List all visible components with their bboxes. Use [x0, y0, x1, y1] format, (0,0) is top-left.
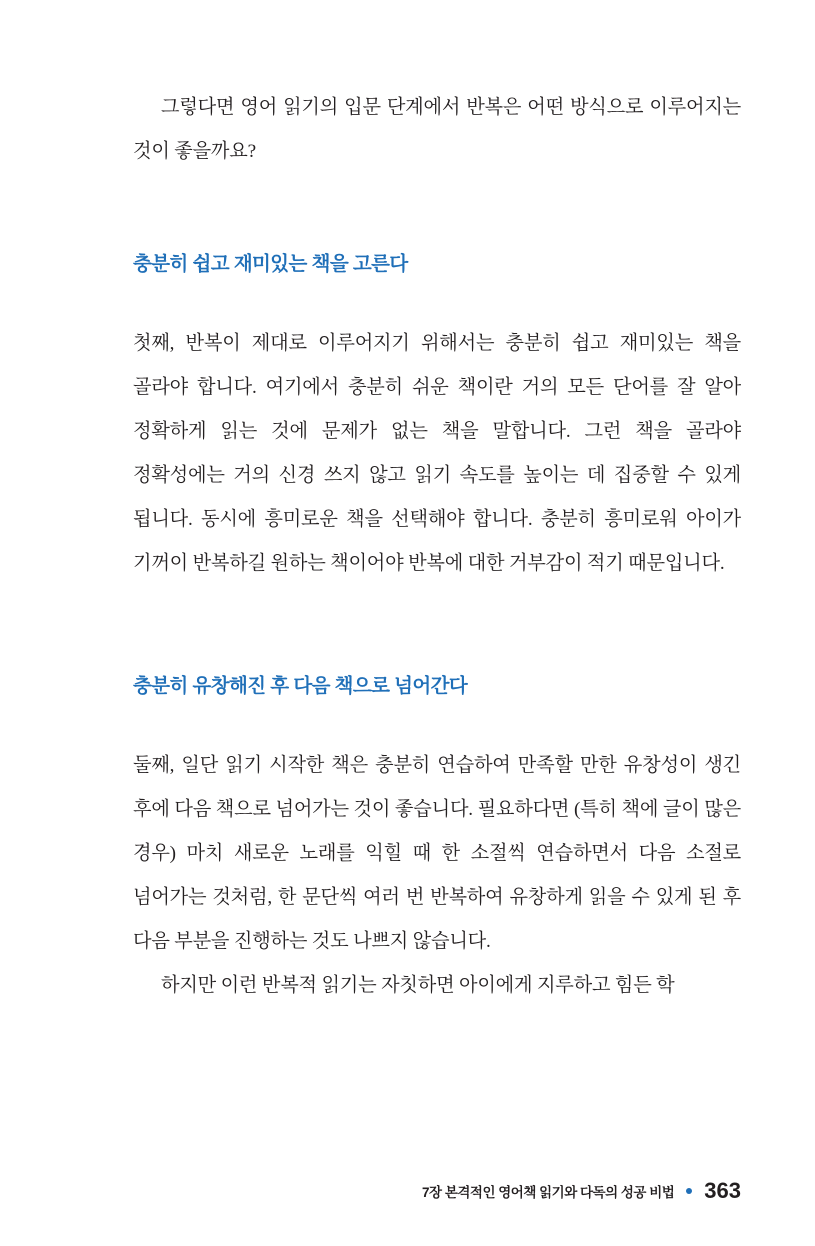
footer-chapter-title: 7장 본격적인 영어책 읽기와 다독의 성공 비법 [422, 1185, 675, 1200]
spacer [133, 278, 741, 322]
section-paragraph-2-continued: 하지만 이런 반복적 읽기는 자칫하면 아이에게 지루하고 힘든 학 [161, 975, 675, 996]
page-content [133, 86, 741, 1008]
section-heading-1: 충분히 쉽고 재미있는 책을 고른다 [133, 253, 408, 275]
page-footer [133, 1178, 741, 1204]
intro-paragraph: 그렇다면 영어 읽기의 입문 단계에서 반복은 어떤 방식으로 이루어지는 것이 좋을까요? [133, 97, 741, 162]
section-paragraph-1: 첫째, 반복이 제대로 이루어지기 위해서는 충분히 쉽고 재미있는 책을 골라야 합니다. 여기에서 충분히 쉬운 책이란 거의 모든 단어를 잘 알아 정확하게 읽는 것에 문제가 없는 책을 말합니다. 그런 책을 골라야 정확성에는 거의 신경 쓰지 않고 읽기 속도를 높이는 데 집중할 수 있게 됩니다. 동시에 흥미로운 책을 선택해야 합니다. 충분히 흥미로워 아이가 기꺼이 반복하길 원하는 책이어야 반복에 대한 거부감이 적기 때문입니다. [133, 333, 741, 574]
page-number: 363 [704, 1178, 741, 1203]
section-heading-2: 충분히 유창해진 후 다음 책으로 넘어간다 [133, 675, 468, 697]
spacer [133, 586, 741, 672]
spacer [133, 700, 741, 744]
spacer [133, 174, 741, 250]
bullet-dot-icon [686, 1188, 692, 1194]
section-paragraph-2: 둘째, 일단 읽기 시작한 책은 충분히 연습하여 만족할 만한 유창성이 생긴 후에 다음 책으로 넘어가는 것이 좋습니다. 필요하다면 (특히 책에 글이 많은 경우) 마치 새로운 노래를 익힐 때 한 소절씩 연습하면서 다음 소절로 넘어가는 것처럼, 한 문단씩 여러 번 반복하여 유창하게 읽을 수 있게 된 후 다음 부분을 진행하는 것도 나쁘지 않습니다. [133, 755, 741, 952]
